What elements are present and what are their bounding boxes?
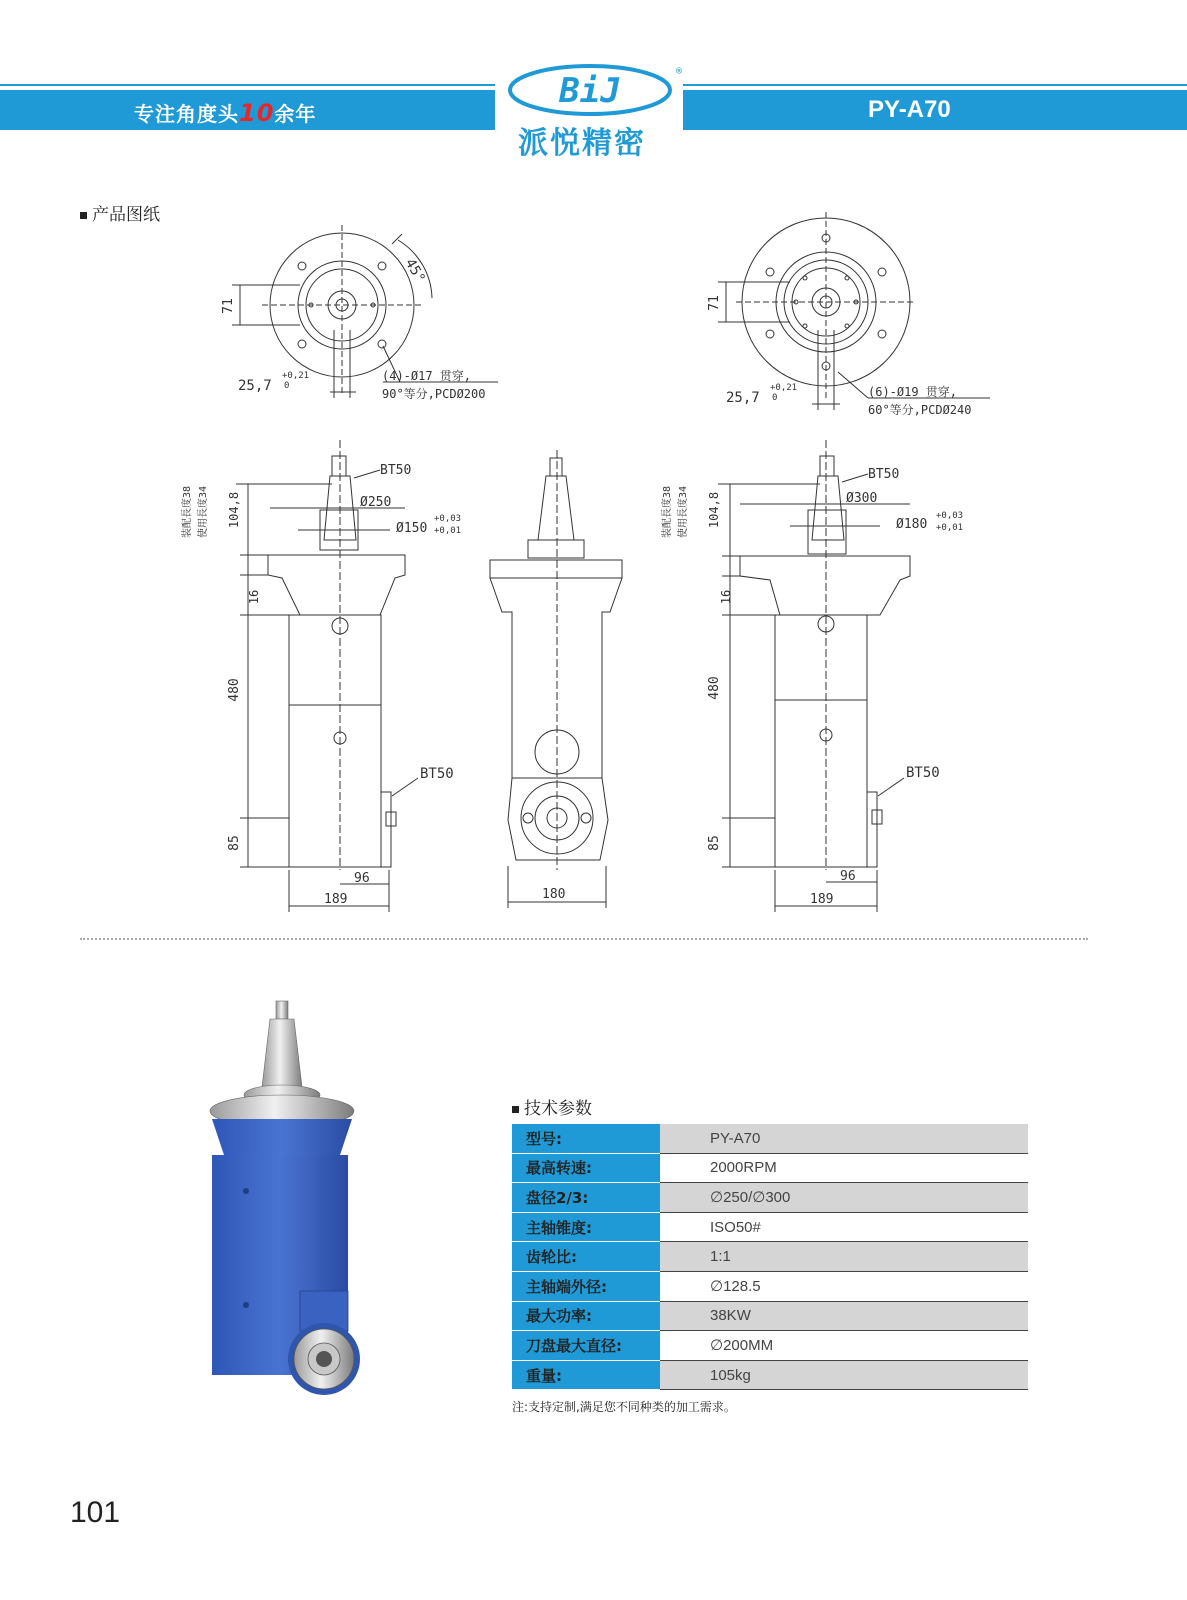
right-flange-view xyxy=(718,212,990,410)
spec-label: 最高转速: xyxy=(512,1153,660,1183)
left-flange-angle: 45° xyxy=(401,256,429,286)
svg-text:480: 480 xyxy=(707,676,722,700)
brand-chinese-name: 派悦精密 xyxy=(518,126,646,161)
svg-text:16: 16 xyxy=(247,589,261,605)
right-side-taper: BT50 xyxy=(868,467,900,482)
table-row xyxy=(512,1183,1028,1213)
left-side-output-taper: BT50 xyxy=(420,766,454,782)
right-flange-key-dim: 25,7 xyxy=(726,390,760,406)
svg-text:+0,21: +0,21 xyxy=(770,383,798,393)
header-slogan: 专注角度头10余年 xyxy=(134,99,317,127)
svg-text:+0,21: +0,21 xyxy=(282,371,310,381)
spec-label: 刀盘最大直径: xyxy=(512,1331,660,1361)
spec-label: 主轴锥度: xyxy=(512,1212,660,1242)
table-row xyxy=(512,1301,1028,1331)
right-side-use-length: 使用長度34 xyxy=(678,485,689,539)
front-width: 180 xyxy=(542,887,566,902)
page-number: 101 xyxy=(70,1496,121,1529)
right-flange-hole-note-1: (6)-Ø19 贯穿, xyxy=(868,385,958,399)
table-row xyxy=(512,1242,1028,1272)
left-side-use-length: 使用長度34 xyxy=(198,485,209,539)
table-row xyxy=(512,1331,1028,1361)
svg-text:480: 480 xyxy=(227,678,242,702)
spec-label: 重量: xyxy=(512,1360,660,1390)
svg-text:96: 96 xyxy=(354,871,370,886)
specs-section-title: 技术参数 xyxy=(512,1094,592,1119)
svg-text:16: 16 xyxy=(719,589,733,605)
spec-value: ISO50# xyxy=(660,1212,1028,1242)
table-row xyxy=(512,1124,1028,1153)
spec-label: 齿轮比: xyxy=(512,1242,660,1272)
right-side-pilot-dia: Ø180 xyxy=(896,517,928,532)
left-side-assembly-length: 装配長度38 xyxy=(182,485,193,539)
svg-text:85: 85 xyxy=(227,835,242,851)
spec-label: 主轴端外径: xyxy=(512,1271,660,1301)
spec-label: 盘径2/3: xyxy=(512,1183,660,1213)
spec-value: ∅200MM xyxy=(660,1331,1028,1361)
spec-value: ∅128.5 xyxy=(660,1271,1028,1301)
drawing-section-title: 产品图纸 xyxy=(80,200,160,225)
svg-text:104,8: 104,8 xyxy=(707,491,721,529)
left-flange-dim-71: 71 xyxy=(221,298,236,314)
right-flange-dim-71: 71 xyxy=(707,295,722,311)
spec-value: 38KW xyxy=(660,1301,1028,1331)
svg-text:0: 0 xyxy=(284,381,290,391)
logo-wordmark: BiJ xyxy=(559,71,621,111)
svg-text:+0,03: +0,03 xyxy=(936,511,964,521)
left-side-flange-dia: Ø250 xyxy=(360,495,392,510)
spec-label: 最大功率: xyxy=(512,1301,660,1331)
right-side-flange-dia: Ø300 xyxy=(846,491,878,506)
right-side-output-taper: BT50 xyxy=(906,765,940,781)
spec-value: 1:1 xyxy=(660,1242,1028,1272)
right-flange-hole-note-2: 60°等分,PCDØ240 xyxy=(868,403,972,417)
svg-text:96: 96 xyxy=(840,869,856,884)
svg-text:®: ® xyxy=(676,66,683,77)
customization-note: 注:支持定制,满足您不同种类的加工需求。 xyxy=(512,1400,736,1414)
spec-label: 型号: xyxy=(512,1124,660,1153)
left-flange-hole-note-1: (4)-Ø17 贯穿, xyxy=(382,369,472,383)
left-flange-hole-note-2: 90°等分,PCDØ200 xyxy=(382,387,486,401)
section-divider xyxy=(80,938,1088,940)
right-side-view xyxy=(718,440,910,912)
header-model: PY-A70 xyxy=(868,96,951,123)
left-side-view xyxy=(236,440,418,912)
right-side-assembly-length: 装配長度38 xyxy=(662,485,673,539)
table-row xyxy=(512,1153,1028,1183)
table-row xyxy=(512,1212,1028,1242)
svg-text:+0,01: +0,01 xyxy=(434,526,462,536)
specs-table xyxy=(512,1124,1028,1390)
table-row xyxy=(512,1360,1028,1390)
table-row xyxy=(512,1271,1028,1301)
left-flange-key-dim: 25,7 xyxy=(238,378,272,394)
svg-text:+0,03: +0,03 xyxy=(434,514,462,524)
product-photo xyxy=(200,995,370,1405)
spec-value: ∅250/∅300 xyxy=(660,1183,1028,1213)
spec-value: PY-A70 xyxy=(660,1124,1028,1153)
spec-value: 2000RPM xyxy=(660,1153,1028,1183)
svg-text:85: 85 xyxy=(707,835,722,851)
front-view xyxy=(490,450,622,908)
spec-value: 105kg xyxy=(660,1360,1028,1390)
svg-text:104,8: 104,8 xyxy=(227,491,241,529)
svg-text:189: 189 xyxy=(324,892,348,907)
left-side-pilot-dia: Ø150 xyxy=(396,521,428,536)
left-side-taper: BT50 xyxy=(380,463,412,478)
svg-text:0: 0 xyxy=(772,393,778,403)
svg-text:+0,01: +0,01 xyxy=(936,523,964,533)
svg-text:189: 189 xyxy=(810,892,834,907)
